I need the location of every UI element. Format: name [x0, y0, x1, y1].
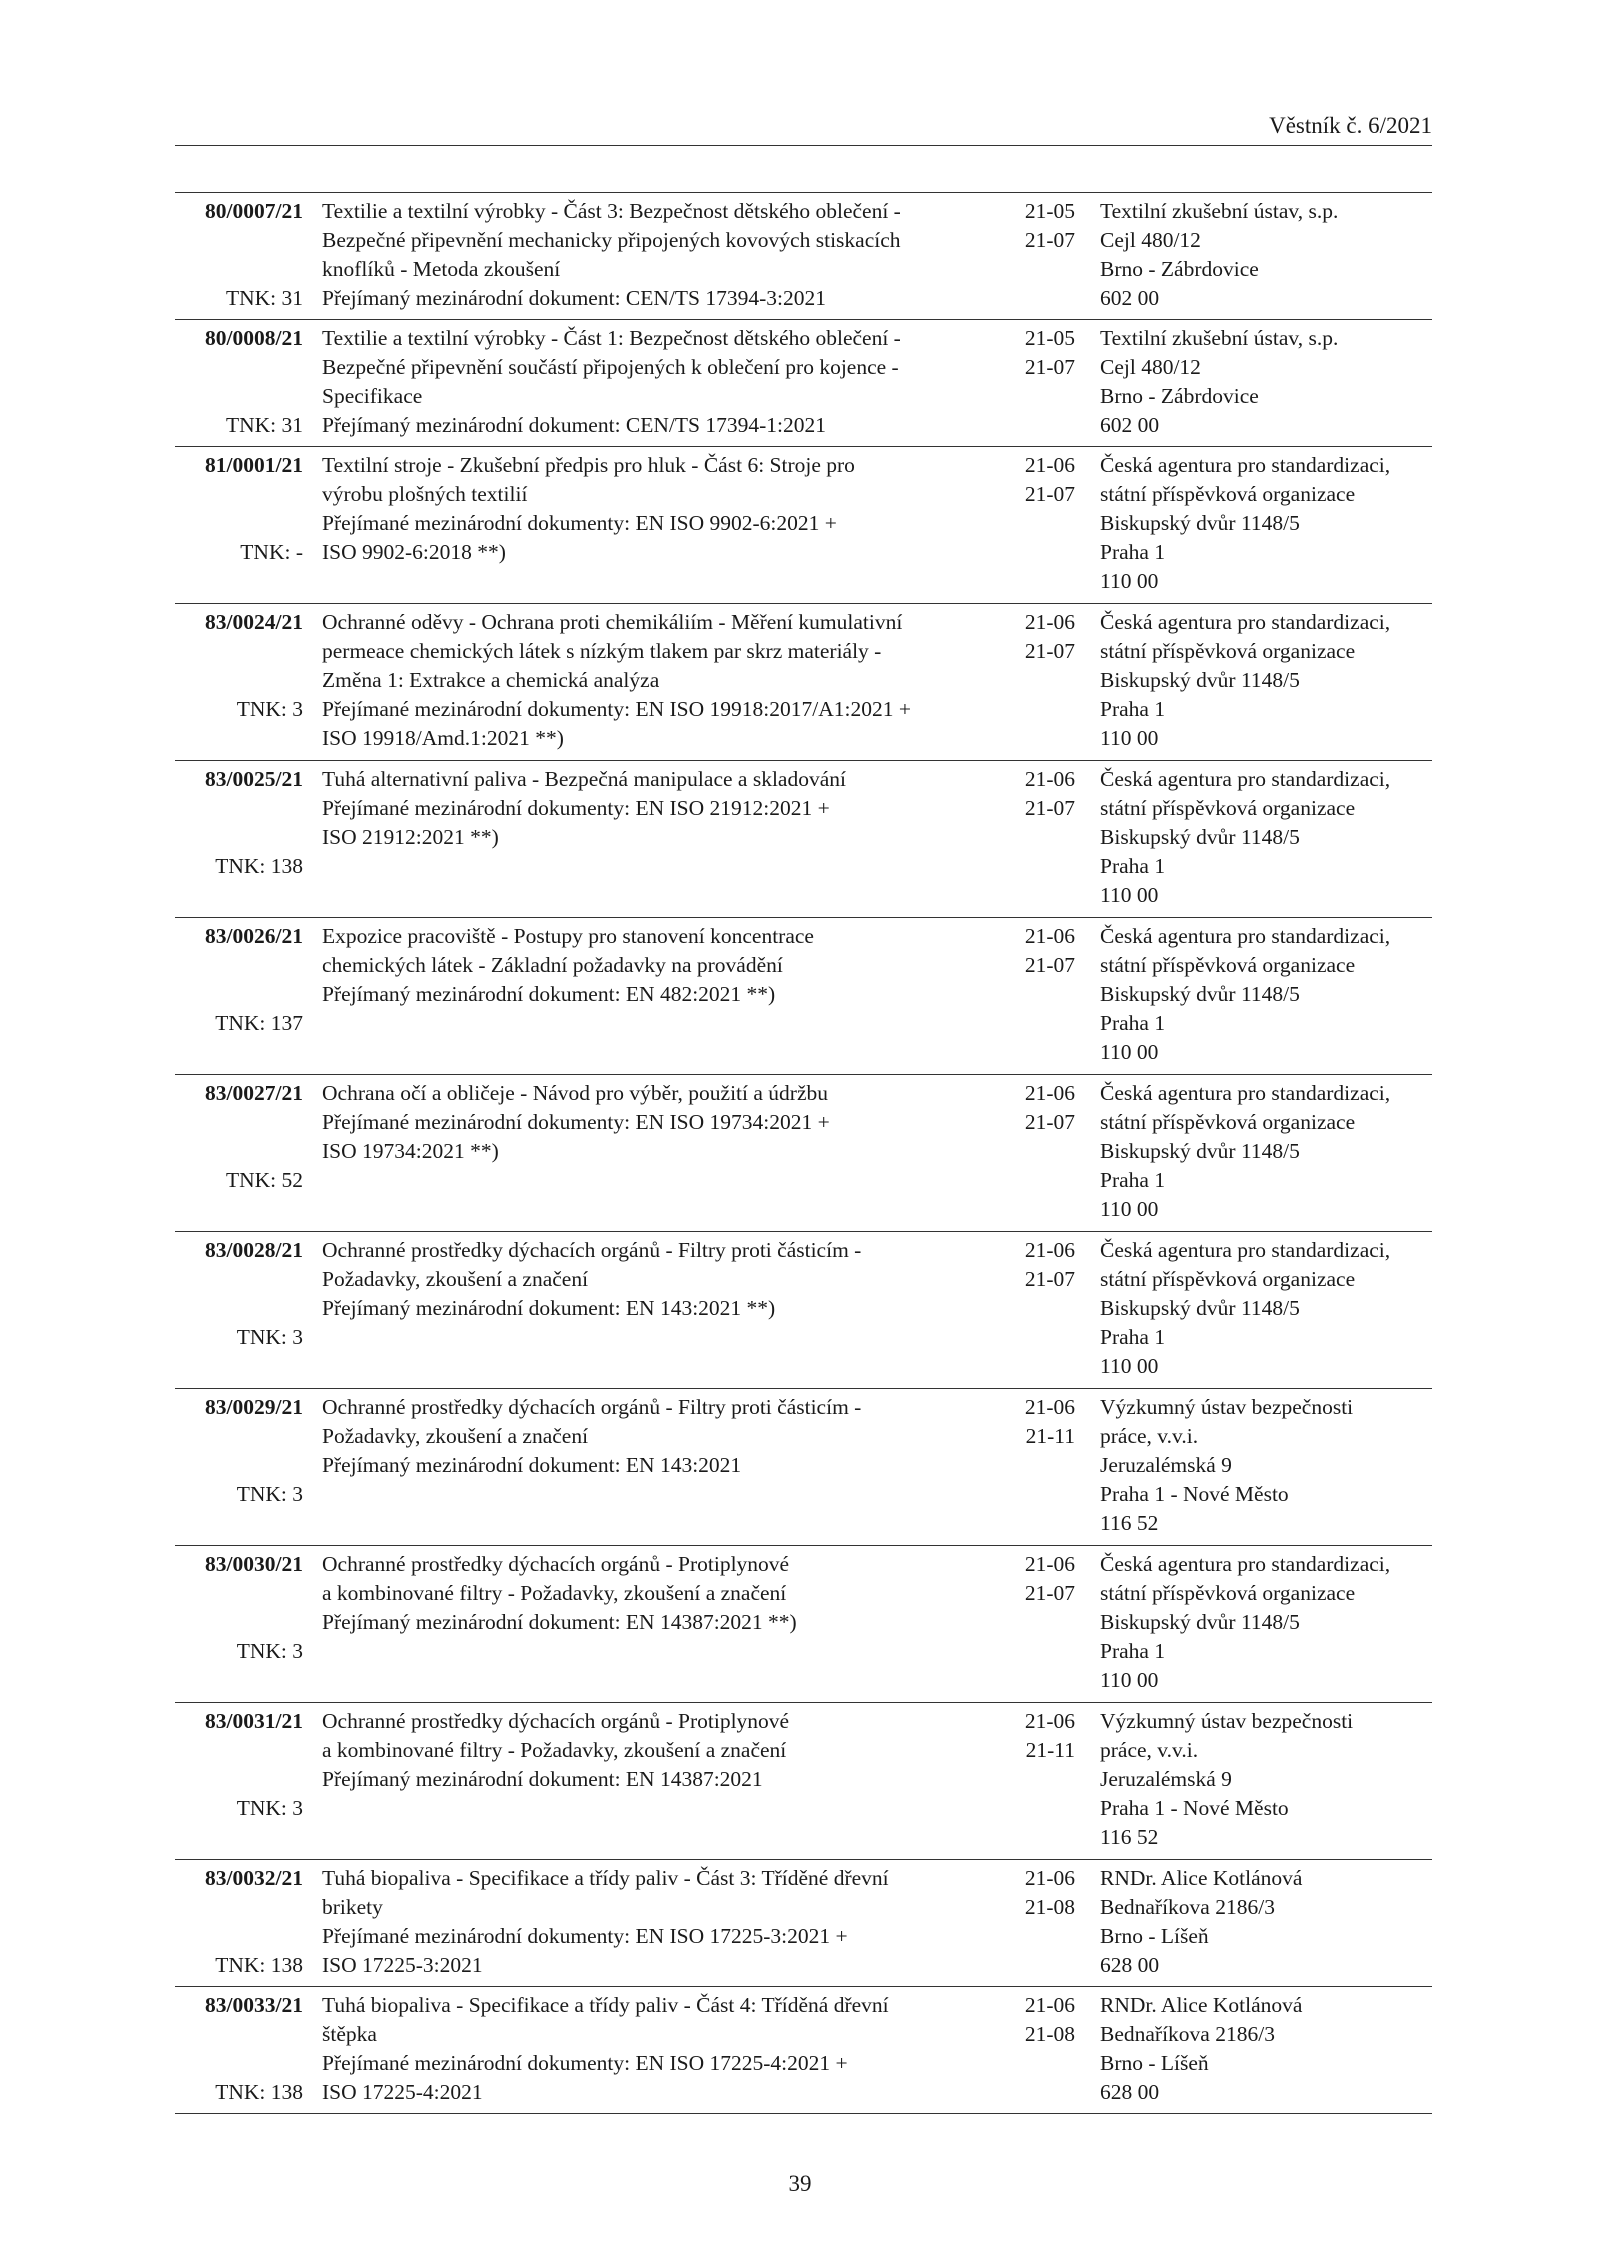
tnk-label: TNK: 52 [225, 1168, 303, 1192]
address-line: 602 00 [1100, 286, 1160, 310]
tnk-label: TNK: 138 [215, 2080, 303, 2104]
address-line: státní příspěvková organizace [1100, 639, 1356, 663]
date-code: 21-06 [1024, 610, 1075, 634]
processor-address [1100, 1864, 1440, 1980]
address-line: 110 00 [1100, 883, 1159, 907]
standard-entry [175, 1986, 1432, 2114]
tnk-label: TNK: 3 [236, 1325, 303, 1349]
date-code: 21-07 [1024, 228, 1075, 252]
standard-number: 80/0008/21 [205, 326, 303, 350]
standard-number: 83/0030/21 [205, 1552, 303, 1576]
description-line: ISO 19918/Amd.1:2021 **) [322, 726, 564, 750]
address-line: Biskupský dvůr 1148/5 [1100, 982, 1300, 1006]
address-line: Praha 1 [1100, 1639, 1166, 1663]
date-code: 21-06 [1024, 1395, 1075, 1419]
address-line: Praha 1 [1100, 540, 1166, 564]
address-line: Biskupský dvůr 1148/5 [1100, 825, 1300, 849]
date-code: 21-07 [1024, 639, 1075, 663]
standard-number: 80/0007/21 [205, 199, 303, 223]
address-line: 110 00 [1100, 726, 1159, 750]
standard-entry [175, 603, 1432, 760]
date-code: 21-07 [1024, 953, 1075, 977]
date-codes [1005, 1079, 1075, 1137]
address-line: Výzkumný ústav bezpečnosti [1100, 1395, 1354, 1419]
address-line: Textilní zkušební ústav, s.p. [1100, 326, 1339, 350]
address-line: 110 00 [1100, 569, 1159, 593]
date-code: 21-06 [1024, 453, 1075, 477]
description-line: Textilní stroje - Zkušební předpis pro hluk - Část 6: Stroje pro [322, 453, 855, 477]
standard-number: 83/0025/21 [205, 767, 303, 791]
address-line: Brno - Líšeň [1100, 2051, 1209, 2075]
description-line: brikety [322, 1895, 383, 1919]
address-line: Brno - Líšeň [1100, 1924, 1209, 1948]
description-line: Přejímaný mezinárodní dokument: EN 143:2021 **) [322, 1296, 776, 1320]
processor-address [1100, 1079, 1440, 1224]
tnk-label: TNK: 138 [215, 1953, 303, 1977]
description-line: výrobu plošných textilií [322, 482, 528, 506]
date-code: 21-07 [1024, 1110, 1075, 1134]
header-rule [175, 145, 1432, 146]
tnk-label: TNK: 3 [236, 1796, 303, 1820]
description-line: chemických látek - Základní požadavky na provádění [322, 953, 783, 977]
date-code: 21-06 [1024, 767, 1075, 791]
tnk-label: TNK: 3 [236, 1639, 303, 1663]
date-codes [1005, 1707, 1075, 1765]
date-code: 21-07 [1024, 482, 1075, 506]
date-code: 21-11 [1025, 1424, 1075, 1448]
address-line: Praha 1 - Nové Město [1100, 1482, 1289, 1506]
standard-entry [175, 1388, 1432, 1545]
standard-entry [175, 1859, 1432, 1986]
description-line: ISO 17225-3:2021 [322, 1953, 483, 1977]
address-line: RNDr. Alice Kotlánová [1100, 1866, 1303, 1890]
processor-address [1100, 765, 1440, 910]
date-codes [1005, 197, 1075, 255]
address-line: 110 00 [1100, 1668, 1159, 1692]
standard-number: 83/0032/21 [205, 1866, 303, 1890]
address-line: Biskupský dvůr 1148/5 [1100, 511, 1300, 535]
description-line: Přejímané mezinárodní dokumenty: EN ISO 17225-3:2021 + [322, 1924, 848, 1948]
address-line: Praha 1 [1100, 1325, 1166, 1349]
standard-entry [175, 917, 1432, 1074]
processor-address [1100, 1550, 1440, 1695]
date-codes [1005, 608, 1075, 666]
date-code: 21-08 [1024, 2022, 1075, 2046]
description-line: Požadavky, zkoušení a značení [322, 1267, 589, 1291]
description-line: ISO 19734:2021 **) [322, 1139, 499, 1163]
description-line: Přejímaný mezinárodní dokument: EN 482:2021 **) [322, 982, 776, 1006]
address-line: Praha 1 [1100, 1168, 1166, 1192]
standard-number: 83/0024/21 [205, 610, 303, 634]
date-code: 21-06 [1024, 924, 1075, 948]
standard-number: 83/0031/21 [205, 1709, 303, 1733]
standard-number: 83/0028/21 [205, 1238, 303, 1262]
description-line: Přejímané mezinárodní dokumenty: EN ISO 19918:2017/A1:2021 + [322, 697, 911, 721]
date-codes [1005, 1393, 1075, 1451]
address-line: Česká agentura pro standardizaci, [1100, 453, 1391, 477]
date-codes [1005, 765, 1075, 823]
description-line: Textilie a textilní výrobky - Část 1: Bezpečnost dětského oblečení - [322, 326, 901, 350]
processor-address [1100, 324, 1440, 440]
description-line: Přejímaný mezinárodní dokument: EN 143:2021 [322, 1453, 742, 1477]
description-line: Přejímaný mezinárodní dokument: EN 14387:2021 [322, 1767, 763, 1791]
address-line: Česká agentura pro standardizaci, [1100, 767, 1391, 791]
description-line: Tuhá biopaliva - Specifikace a třídy paliv - Část 4: Tříděná dřevní [322, 1993, 889, 2017]
tnk-label: TNK: - [240, 540, 303, 564]
date-code: 21-07 [1024, 1581, 1075, 1605]
processor-address [1100, 1991, 1440, 2107]
date-code: 21-06 [1024, 1081, 1075, 1105]
page-header: Věstník č. 6/2021 [1269, 113, 1432, 138]
date-codes [1005, 1550, 1075, 1608]
date-code: 21-08 [1024, 1895, 1075, 1919]
address-line: Cejl 480/12 [1100, 355, 1201, 379]
description-line: Ochranné oděvy - Ochrana proti chemikáliím - Měření kumulativní [322, 610, 903, 634]
description-line: Textilie a textilní výrobky - Část 3: Bezpečnost dětského oblečení - [322, 199, 901, 223]
description-line: Bezpečné připevnění mechanicky připojených kovových stiskacích [322, 228, 901, 252]
address-line: Výzkumný ústav bezpečnosti [1100, 1709, 1354, 1733]
tnk-label: TNK: 31 [225, 286, 303, 310]
date-code: 21-06 [1024, 1238, 1075, 1262]
address-line: Biskupský dvůr 1148/5 [1100, 1296, 1300, 1320]
description-line: Přejímaný mezinárodní dokument: CEN/TS 17394-1:2021 [322, 413, 826, 437]
address-line: Jeruzalémská 9 [1100, 1453, 1232, 1477]
description-line: Specifikace [322, 384, 423, 408]
date-codes [1005, 451, 1075, 509]
processor-address [1100, 197, 1440, 313]
description-line: Tuhá biopaliva - Specifikace a třídy paliv - Část 3: Tříděné dřevní [322, 1866, 889, 1890]
tnk-label: TNK: 3 [236, 1482, 303, 1506]
description-line: Expozice pracoviště - Postupy pro stanovení koncentrace [322, 924, 814, 948]
page-number: 39 [788, 2171, 812, 2196]
processor-address [1100, 451, 1440, 596]
standard-entry [175, 1545, 1432, 1702]
tnk-label: TNK: 138 [215, 854, 303, 878]
date-codes [1005, 1864, 1075, 1922]
address-line: 628 00 [1100, 2080, 1160, 2104]
address-line: Česká agentura pro standardizaci, [1100, 1238, 1391, 1262]
address-line: státní příspěvková organizace [1100, 796, 1356, 820]
standard-number: 83/0029/21 [205, 1395, 303, 1419]
address-line: 116 52 [1100, 1825, 1159, 1849]
date-code: 21-06 [1024, 1993, 1075, 2017]
processor-address [1100, 922, 1440, 1067]
description-line: Ochrana očí a obličeje - Návod pro výběr, použití a údržbu [322, 1081, 828, 1105]
description-line: Přejímaný mezinárodní dokument: EN 14387:2021 **) [322, 1610, 797, 1634]
description-line: Přejímané mezinárodní dokumenty: EN ISO 19734:2021 + [322, 1110, 830, 1134]
description-line: a kombinované filtry - Požadavky, zkoušení a značení [322, 1738, 787, 1762]
description-line: ISO 9902-6:2018 **) [322, 540, 506, 564]
date-code: 21-06 [1024, 1552, 1075, 1576]
standard-number: 83/0033/21 [205, 1993, 303, 2017]
processor-address [1100, 1393, 1440, 1538]
description-line: Bezpečné připevnění součástí připojených k oblečení pro kojence - [322, 355, 899, 379]
address-line: 110 00 [1100, 1354, 1159, 1378]
standard-entry [175, 319, 1432, 446]
date-code: 21-11 [1025, 1738, 1075, 1762]
standards-list [175, 192, 1432, 2114]
tnk-label: TNK: 31 [225, 413, 303, 437]
date-codes [1005, 1991, 1075, 2049]
processor-address [1100, 1707, 1440, 1852]
address-line: 602 00 [1100, 413, 1160, 437]
address-line: Praha 1 [1100, 1011, 1166, 1035]
description-line: Přejímaný mezinárodní dokument: CEN/TS 17394-3:2021 [322, 286, 826, 310]
standard-entry [175, 192, 1432, 319]
tnk-label: TNK: 3 [236, 697, 303, 721]
description-line: Přejímané mezinárodní dokumenty: EN ISO 21912:2021 + [322, 796, 830, 820]
address-line: 110 00 [1100, 1040, 1159, 1064]
description-line: permeace chemických látek s nízkým tlakem par skrz materiály - [322, 639, 882, 663]
address-line: Brno - Zábrdovice [1100, 384, 1259, 408]
description-line: štěpka [322, 2022, 377, 2046]
address-line: Biskupský dvůr 1148/5 [1100, 668, 1300, 692]
standard-entry [175, 1074, 1432, 1231]
standard-entry [175, 446, 1432, 603]
date-code: 21-07 [1024, 1267, 1075, 1291]
date-codes [1005, 324, 1075, 382]
address-line: Česká agentura pro standardizaci, [1100, 1552, 1391, 1576]
address-line: Česká agentura pro standardizaci, [1100, 610, 1391, 634]
processor-address [1100, 1236, 1440, 1381]
address-line: Praha 1 [1100, 854, 1166, 878]
processor-address [1100, 608, 1440, 753]
address-line: 116 52 [1100, 1511, 1159, 1535]
description-line: knoflíků - Metoda zkoušení [322, 257, 561, 281]
address-line: státní příspěvková organizace [1100, 482, 1356, 506]
date-code: 21-07 [1024, 796, 1075, 820]
date-code: 21-05 [1024, 199, 1075, 223]
description-line: a kombinované filtry - Požadavky, zkoušení a značení [322, 1581, 787, 1605]
standard-entry [175, 760, 1432, 917]
address-line: Biskupský dvůr 1148/5 [1100, 1139, 1300, 1163]
description-line: Přejímané mezinárodní dokumenty: EN ISO 9902-6:2021 + [322, 511, 837, 535]
date-code: 21-07 [1024, 355, 1075, 379]
description-line: Ochranné prostředky dýchacích orgánů - Protiplynové [322, 1552, 790, 1576]
address-line: práce, v.v.i. [1100, 1424, 1199, 1448]
description-line: Přejímané mezinárodní dokumenty: EN ISO 17225-4:2021 + [322, 2051, 848, 2075]
description-line: Změna 1: Extrakce a chemická analýza [322, 668, 660, 692]
description-line: ISO 17225-4:2021 [322, 2080, 483, 2104]
standard-number: 83/0026/21 [205, 924, 303, 948]
standard-entry [175, 1231, 1432, 1388]
address-line: Biskupský dvůr 1148/5 [1100, 1610, 1300, 1634]
address-line: Brno - Zábrdovice [1100, 257, 1259, 281]
address-line: Česká agentura pro standardizaci, [1100, 1081, 1391, 1105]
address-line: státní příspěvková organizace [1100, 953, 1356, 977]
date-code: 21-06 [1024, 1709, 1075, 1733]
address-line: státní příspěvková organizace [1100, 1267, 1356, 1291]
description-line: Ochranné prostředky dýchacích orgánů - Filtry proti částicím - [322, 1395, 862, 1419]
address-line: RNDr. Alice Kotlánová [1100, 1993, 1303, 2017]
address-line: Praha 1 [1100, 697, 1166, 721]
description-line: ISO 21912:2021 **) [322, 825, 499, 849]
date-code: 21-06 [1024, 1866, 1075, 1890]
address-line: Cejl 480/12 [1100, 228, 1201, 252]
description-line: Ochranné prostředky dýchacích orgánů - Filtry proti částicím - [322, 1238, 862, 1262]
address-line: Česká agentura pro standardizaci, [1100, 924, 1391, 948]
date-codes [1005, 1236, 1075, 1294]
address-line: Textilní zkušební ústav, s.p. [1100, 199, 1339, 223]
address-line: Bednaříkova 2186/3 [1100, 1895, 1275, 1919]
date-code: 21-05 [1024, 326, 1075, 350]
description-line: Ochranné prostředky dýchacích orgánů - Protiplynové [322, 1709, 790, 1733]
description-line: Požadavky, zkoušení a značení [322, 1424, 589, 1448]
standard-entry [175, 1702, 1432, 1859]
address-line: Bednaříkova 2186/3 [1100, 2022, 1275, 2046]
address-line: 110 00 [1100, 1197, 1159, 1221]
address-line: Praha 1 - Nové Město [1100, 1796, 1289, 1820]
standard-number: 81/0001/21 [205, 453, 303, 477]
description-line: Tuhá alternativní paliva - Bezpečná manipulace a skladování [322, 767, 846, 791]
address-line: práce, v.v.i. [1100, 1738, 1199, 1762]
address-line: Jeruzalémská 9 [1100, 1767, 1232, 1791]
address-line: státní příspěvková organizace [1100, 1581, 1356, 1605]
tnk-label: TNK: 137 [215, 1011, 303, 1035]
date-codes [1005, 922, 1075, 980]
standard-number: 83/0027/21 [205, 1081, 303, 1105]
address-line: státní příspěvková organizace [1100, 1110, 1356, 1134]
address-line: 628 00 [1100, 1953, 1160, 1977]
